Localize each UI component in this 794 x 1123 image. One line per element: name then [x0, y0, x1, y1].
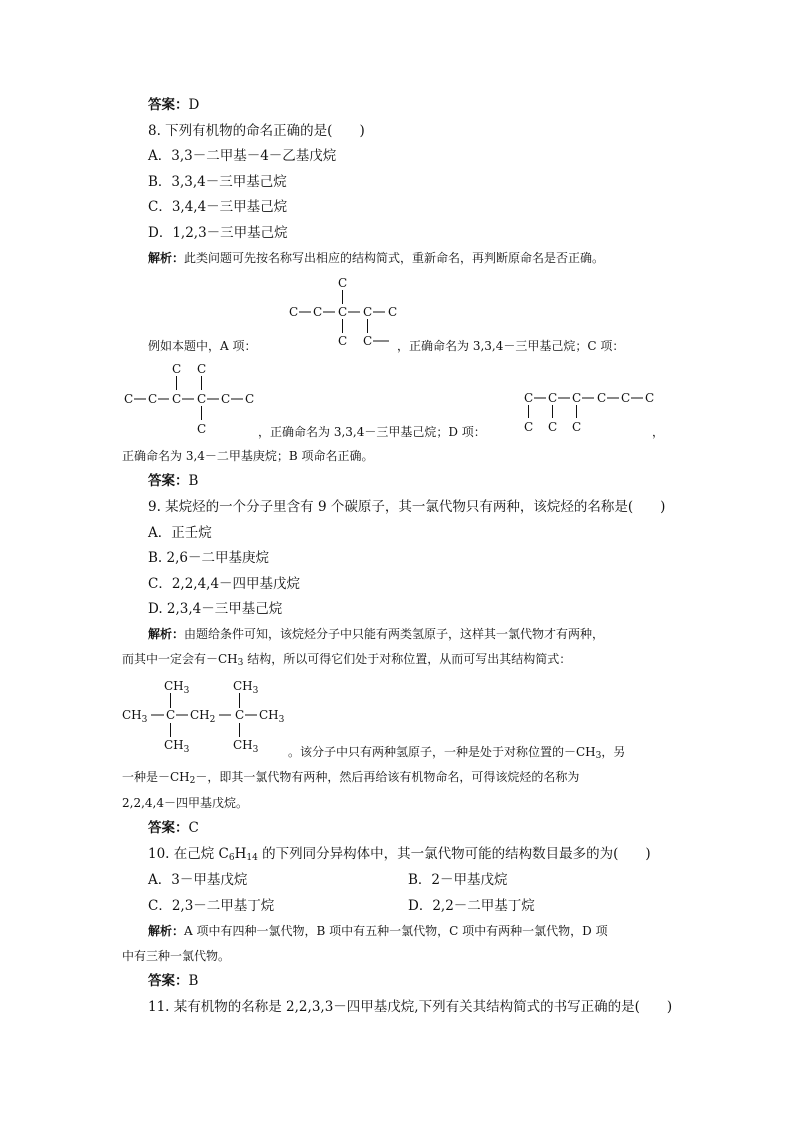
q8-option-d: D．1,2,3－三甲基己烷	[148, 225, 288, 241]
structure-option-d	[524, 388, 664, 438]
answer-label: 答案：	[148, 820, 189, 836]
q8-analysis-line2-pre: 例如本题中，A 项：	[148, 339, 257, 353]
q11-stem: 11. 某有机物的名称是 2,2,3,3－四甲基戊烷,下列有关其结构简式的书写正确的是( )	[148, 999, 673, 1015]
q10-stem: 10. 在己烷 $C_6H_{14}$ 的下列同分异构体中，其一氯代物可能的结构数目最多的为( )	[148, 846, 651, 863]
q10-answer	[148, 972, 198, 990]
svg-text:C: C	[313, 305, 323, 319]
q7-answer	[148, 96, 199, 114]
svg-text:CH2: $CH_2$	[190, 708, 216, 725]
answer-label: 答案：	[148, 973, 189, 989]
q10-option-c: C．2,3－二甲基丁烷	[148, 898, 275, 914]
q9-analysis-line3: 。该分子中只有两种氢原子，一种是处于对称位置的$-CH_3$，另	[288, 745, 626, 761]
svg-text:C: C	[166, 708, 176, 722]
q10-option-a: A．3－甲基戊烷	[148, 872, 248, 888]
structure-option-c	[124, 360, 264, 440]
svg-text:C: C	[235, 708, 245, 722]
analysis-label: 解析：	[148, 924, 185, 938]
q9-analysis-line1: 解析：由题给条件可知，该烷烃分子中只能有两类氢原子，这样其一氯代物才有两种，	[148, 627, 605, 641]
structure-option-a	[285, 274, 405, 354]
svg-text:C: C	[597, 391, 607, 405]
svg-text:C: C	[548, 391, 558, 405]
svg-text:C: C	[221, 392, 231, 406]
q9-option-a: A．正壬烷	[148, 525, 212, 541]
q8-option-c: C．3,4,4－三甲基己烷	[148, 199, 288, 215]
svg-text:C: C	[245, 392, 255, 406]
q8-option-b: B．3,3,4－三甲基己烷	[148, 174, 287, 190]
q8-stem: 8. 下列有机物的命名正确的是( )	[148, 123, 365, 139]
answer-value: D	[188, 97, 200, 113]
svg-text:C: C	[363, 334, 373, 348]
answer-value: B	[188, 973, 199, 989]
answer-label: 答案：	[148, 97, 189, 113]
q9-option-d: D. 2,3,4－三甲基己烷	[148, 601, 283, 617]
svg-text:C: C	[572, 420, 582, 434]
q10-analysis-line1: 解析：A 项中有四种一氯代物，B 项中有五种一氯代物，C 项中有两种一氯代物，D 项	[148, 924, 608, 938]
svg-text:C: C	[148, 392, 158, 406]
q9-analysis-line4: 一种是$-CH_2-$，即其一氯代物有两种，然后再给该有机物命名，可得该烷烃的名称为	[122, 770, 580, 786]
svg-text:C: C	[572, 391, 582, 405]
answer-value: B	[188, 473, 199, 489]
svg-text:C: C	[124, 392, 134, 406]
svg-text:CH3: $CH_3$	[164, 679, 190, 696]
q8-analysis-line4: 正确命名为 3,4－二甲基庚烷；B 项命名正确。	[122, 449, 374, 463]
q8-answer	[148, 472, 198, 490]
svg-text:CH3: $CH_3$	[122, 708, 148, 725]
svg-text:C: C	[197, 362, 207, 376]
q8-analysis-line3-end: ，	[652, 425, 665, 439]
q9-answer	[148, 819, 199, 837]
q9-stem: 9. 某烷烃的一个分子里含有 9 个碳原子，其一氯代物只有两种，该烷烃的名称是( )	[148, 499, 666, 515]
structure-q9	[122, 676, 292, 756]
svg-text:C: C	[197, 422, 207, 436]
svg-text:C: C	[363, 305, 373, 319]
q8-analysis-line3-mid: ，正确命名为 3,3,4－三甲基己烷；D 项：	[258, 425, 486, 439]
q9-analysis-line2: 而其中一定会有$-CH_3$ 结构，所以可得它们处于对称位置，从而可写出其结构简式：	[122, 652, 572, 668]
svg-text:C: C	[338, 305, 348, 319]
q9-option-b: B. 2,6－二甲基庚烷	[148, 550, 269, 566]
svg-text:C: C	[548, 420, 558, 434]
svg-text:C: C	[172, 392, 182, 406]
svg-text:CH3: $CH_3$	[233, 738, 259, 755]
svg-text:C: C	[197, 392, 207, 406]
q10-analysis-line2: 中有三种一氯代物。	[122, 949, 231, 963]
q10-option-d: D．2,2－二甲基丁烷	[408, 898, 535, 914]
q9-analysis-line5: 2,2,4,4－四甲基戊烷。	[122, 796, 248, 810]
svg-text:CH3: $CH_3$	[259, 708, 285, 725]
svg-text:C: C	[524, 420, 534, 434]
svg-text:C: C	[289, 305, 299, 319]
q8-option-a: A．3,3－二甲基－4－乙基戊烷	[148, 148, 337, 164]
svg-text:CH3: $CH_3$	[233, 679, 259, 696]
q8-analysis-line1: 解析：此类问题可先按名称写出相应的结构简式，重新命名，再判断原命名是否正确。	[148, 251, 605, 265]
svg-text:CH3: $CH_3$	[164, 738, 190, 755]
q10-option-b: B．2－甲基戊烷	[408, 872, 508, 888]
analysis-label: 解析：	[148, 627, 185, 641]
svg-text:C: C	[388, 305, 398, 319]
answer-label: 答案：	[148, 473, 189, 489]
svg-text:C: C	[338, 334, 348, 348]
analysis-label: 解析：	[148, 251, 185, 265]
q9-option-c: C．2,2,4,4－四甲基戊烷	[148, 576, 301, 592]
answer-value: C	[188, 820, 199, 836]
svg-text:C: C	[621, 391, 631, 405]
svg-text:C: C	[172, 362, 182, 376]
svg-text:C: C	[338, 276, 348, 290]
q8-analysis-line2-post: ，正确命名为 3,3,4－三甲基己烷；C 项：	[397, 339, 625, 353]
svg-text:C: C	[645, 391, 655, 405]
svg-text:C: C	[524, 391, 534, 405]
